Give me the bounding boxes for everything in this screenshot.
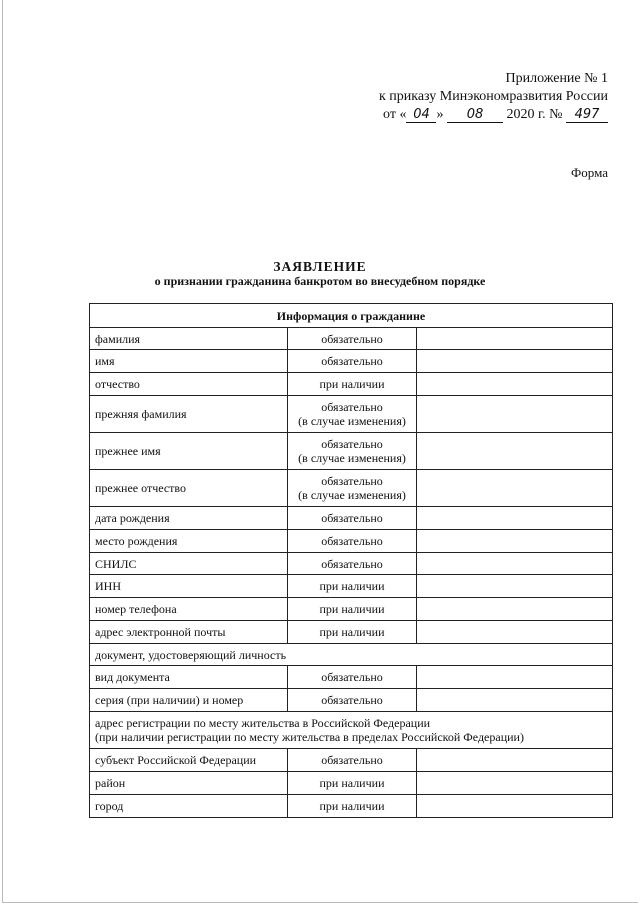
table-row bbox=[90, 553, 613, 575]
section-heading: адрес регистрации по месту жительства в Российской Федерации bbox=[95, 716, 431, 730]
table-row bbox=[90, 507, 613, 530]
field-value-input[interactable] bbox=[417, 598, 613, 621]
field-requirement bbox=[288, 396, 417, 433]
field-label: ИНН bbox=[90, 575, 288, 598]
table-row bbox=[90, 795, 613, 818]
field-label: серия (при наличии) и номер bbox=[90, 689, 288, 712]
date-year-number-label: 2020 г. № bbox=[506, 107, 563, 122]
requirement-text: обязательно bbox=[321, 753, 383, 767]
table-row bbox=[90, 598, 613, 621]
table-row bbox=[90, 373, 613, 396]
field-requirement bbox=[288, 350, 417, 373]
field-value-input[interactable] bbox=[417, 507, 613, 530]
field-value-input[interactable] bbox=[417, 470, 613, 507]
requirement-text: при наличии bbox=[319, 602, 385, 616]
field-requirement bbox=[288, 621, 417, 644]
requirement-text: при наличии bbox=[319, 579, 385, 593]
requirement-text: при наличии bbox=[319, 625, 385, 639]
field-label: адрес электронной почты bbox=[90, 621, 288, 644]
field-value-input[interactable] bbox=[417, 621, 613, 644]
field-value-input[interactable] bbox=[417, 666, 613, 689]
table-row bbox=[90, 530, 613, 553]
handwritten-day: 04 bbox=[406, 107, 436, 123]
field-label: место рождения bbox=[90, 530, 288, 553]
field-requirement bbox=[288, 507, 417, 530]
field-requirement bbox=[288, 598, 417, 621]
requirement-note: (в случае изменения) bbox=[298, 451, 406, 465]
field-value-input[interactable] bbox=[417, 530, 613, 553]
field-value-input[interactable] bbox=[417, 575, 613, 598]
section-heading-cell bbox=[90, 712, 613, 749]
field-label: прежнее отчество bbox=[90, 470, 288, 507]
date-quote: » bbox=[436, 107, 444, 122]
field-label: вид документа bbox=[90, 666, 288, 689]
appendix-number: Приложение № 1 bbox=[505, 71, 608, 86]
field-requirement bbox=[288, 553, 417, 575]
field-requirement bbox=[288, 470, 417, 507]
field-value-input[interactable] bbox=[417, 553, 613, 575]
field-requirement bbox=[288, 530, 417, 553]
section-heading-note: (при наличии регистрации по месту жительства в пределах Российской Федерации) bbox=[95, 730, 524, 744]
requirement-note: (в случае изменения) bbox=[298, 414, 406, 428]
field-requirement bbox=[288, 328, 417, 350]
field-label: номер телефона bbox=[90, 598, 288, 621]
field-label: имя bbox=[90, 350, 288, 373]
handwritten-month: 08 bbox=[447, 107, 503, 123]
requirement-text: обязательно bbox=[321, 556, 383, 571]
field-value-input[interactable] bbox=[417, 396, 613, 433]
section-heading-cell bbox=[90, 644, 613, 666]
requirement-text: обязательно bbox=[321, 331, 383, 346]
form-label: Форма bbox=[571, 165, 608, 180]
field-value-input[interactable] bbox=[417, 795, 613, 818]
table-row bbox=[90, 712, 613, 749]
requirement-text: при наличии bbox=[319, 776, 385, 790]
table-row bbox=[90, 470, 613, 507]
requirement-text: обязательно bbox=[321, 511, 383, 525]
field-requirement bbox=[288, 772, 417, 795]
field-label: СНИЛС bbox=[90, 553, 288, 575]
table-row bbox=[90, 396, 613, 433]
table-row bbox=[90, 689, 613, 712]
requirement-text: обязательно bbox=[321, 400, 383, 414]
field-label: фамилия bbox=[90, 328, 288, 350]
table-header: Информация о гражданине bbox=[90, 304, 613, 328]
table-row bbox=[90, 644, 613, 666]
table-row bbox=[90, 621, 613, 644]
document-subtitle: о признании гражданина банкротом во внесудебном порядке bbox=[154, 274, 486, 288]
requirement-text: обязательно bbox=[321, 534, 383, 548]
table-row bbox=[90, 772, 613, 795]
table-header-row bbox=[90, 304, 613, 328]
requirement-text: обязательно bbox=[321, 474, 383, 488]
table-row bbox=[90, 666, 613, 689]
field-requirement bbox=[288, 575, 417, 598]
section-heading: документ, удостоверяющий личность bbox=[95, 647, 287, 662]
order-date-line bbox=[379, 106, 608, 124]
requirement-text: при наличии bbox=[319, 799, 385, 813]
field-requirement bbox=[288, 689, 417, 712]
requirement-text: при наличии bbox=[319, 377, 385, 391]
appendix-header bbox=[379, 70, 608, 124]
field-value-input[interactable] bbox=[417, 689, 613, 712]
date-prefix: от « bbox=[383, 107, 407, 122]
requirement-text: обязательно bbox=[321, 437, 383, 451]
table-row bbox=[90, 575, 613, 598]
field-value-input[interactable] bbox=[417, 350, 613, 373]
table-row bbox=[90, 749, 613, 772]
field-label: субъект Российской Федерации bbox=[90, 749, 288, 772]
table-row bbox=[90, 328, 613, 350]
table-row bbox=[90, 350, 613, 373]
field-label: прежняя фамилия bbox=[90, 396, 288, 433]
requirement-text: обязательно bbox=[321, 670, 383, 684]
requirement-text: обязательно bbox=[321, 693, 383, 707]
field-value-input[interactable] bbox=[417, 749, 613, 772]
field-label: прежнее имя bbox=[90, 433, 288, 470]
table-row bbox=[90, 433, 613, 470]
field-label: дата рождения bbox=[90, 507, 288, 530]
field-value-input[interactable] bbox=[417, 772, 613, 795]
field-value-input[interactable] bbox=[417, 433, 613, 470]
field-label: район bbox=[90, 772, 288, 795]
field-value-input[interactable] bbox=[417, 373, 613, 396]
order-reference: к приказу Минэкономразвития России bbox=[378, 89, 608, 104]
field-value-input[interactable] bbox=[417, 328, 613, 350]
requirement-text: обязательно bbox=[321, 354, 383, 368]
document-title: ЗАЯВЛЕНИЕ bbox=[273, 259, 367, 274]
field-label: отчество bbox=[90, 373, 288, 396]
field-requirement bbox=[288, 373, 417, 396]
field-requirement bbox=[288, 433, 417, 470]
handwritten-order-number: 497 bbox=[566, 107, 608, 123]
citizen-info-table bbox=[89, 303, 613, 818]
field-requirement bbox=[288, 749, 417, 772]
requirement-note: (в случае изменения) bbox=[298, 488, 406, 502]
field-label: город bbox=[90, 795, 288, 818]
field-requirement bbox=[288, 795, 417, 818]
field-requirement bbox=[288, 666, 417, 689]
